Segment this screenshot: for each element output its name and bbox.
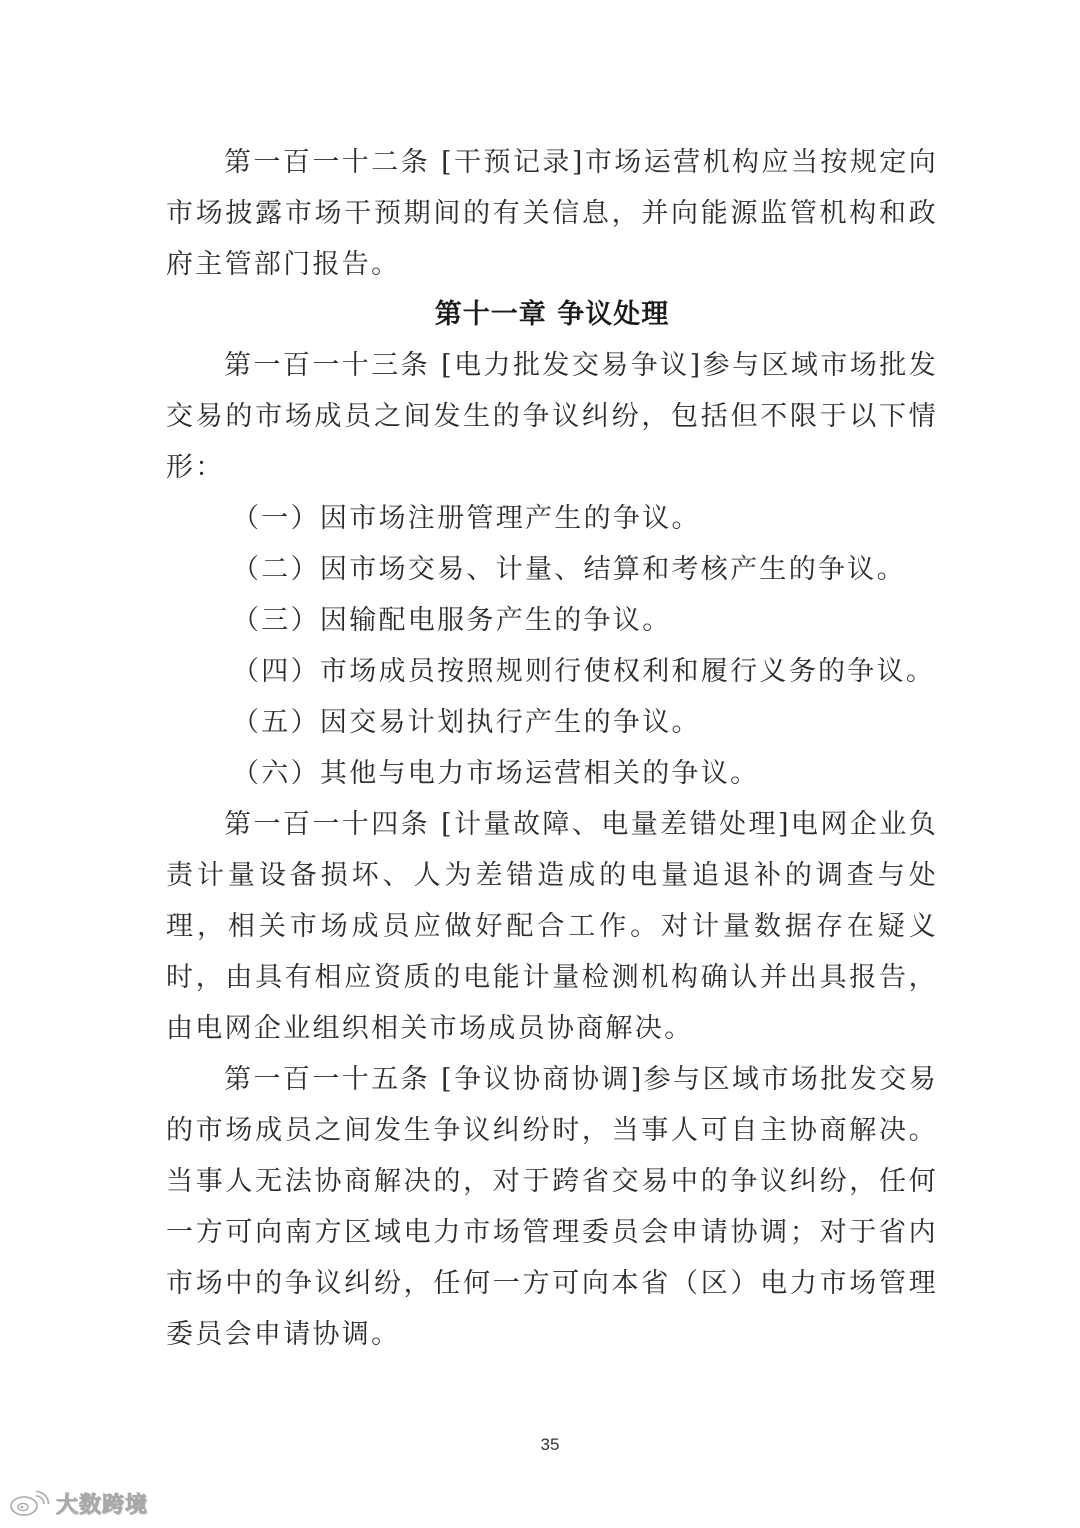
list-item: （二）因市场交易、计量、结算和考核产生的争议。 <box>232 554 906 585</box>
article-114: 第一百一十四条 [计量故障、电量差错处理]电网企业负责计量设备损坏、人为差错造成的电量追退补的调查与处理，相关市场成员应做好配合工作。对计量数据存在疑义时，由具有相应资质的电能计量检测机构确认并出具报告，由电网企业组织相关市场成员协商解决。 <box>166 809 938 1044</box>
article-115: 第一百一十五条 [争议协商协调]参与区域市场批发交易的市场成员之间发生争议纠纷时，当事人可自主协商解决。当事人无法协商解决的，对于跨省交易中的争议纠纷，任何一方可向南方区域电力市场管理委员会申请协调；对于省内市场中的争议纠纷，任何一方可向本省（区）电力市场管理委员会申请协调。 <box>166 1064 938 1350</box>
page-number: 35 <box>540 1435 560 1454</box>
document-body <box>166 137 938 1360</box>
article-113: 第一百一十三条 [电力批发交易争议]参与区域市场批发交易的市场成员之间发生的争议纠纷，包括但不限于以下情形： <box>166 350 938 483</box>
watermark-text: 大数跨境 <box>56 1493 149 1518</box>
list-item: （六）其他与电力市场运营相关的争议。 <box>232 758 760 789</box>
list-item: （三）因输配电服务产生的争议。 <box>232 605 672 636</box>
watermark <box>8 1488 148 1519</box>
article-112: 第一百一十二条 [干预记录]市场运营机构应当按规定向市场披露市场干预期间的有关信息，并向能源监管机构和政府主管部门报告。 <box>166 147 938 280</box>
list-item: （四）市场成员按照规则行使权利和履行义务的争议。 <box>232 656 936 687</box>
weibo-style-logo-icon <box>8 1490 52 1518</box>
list-item: （五）因交易计划执行产生的争议。 <box>232 707 701 738</box>
list-item: （一）因市场注册管理产生的争议。 <box>232 503 701 534</box>
chapter-heading: 第十一章 争议处理 <box>434 299 670 330</box>
